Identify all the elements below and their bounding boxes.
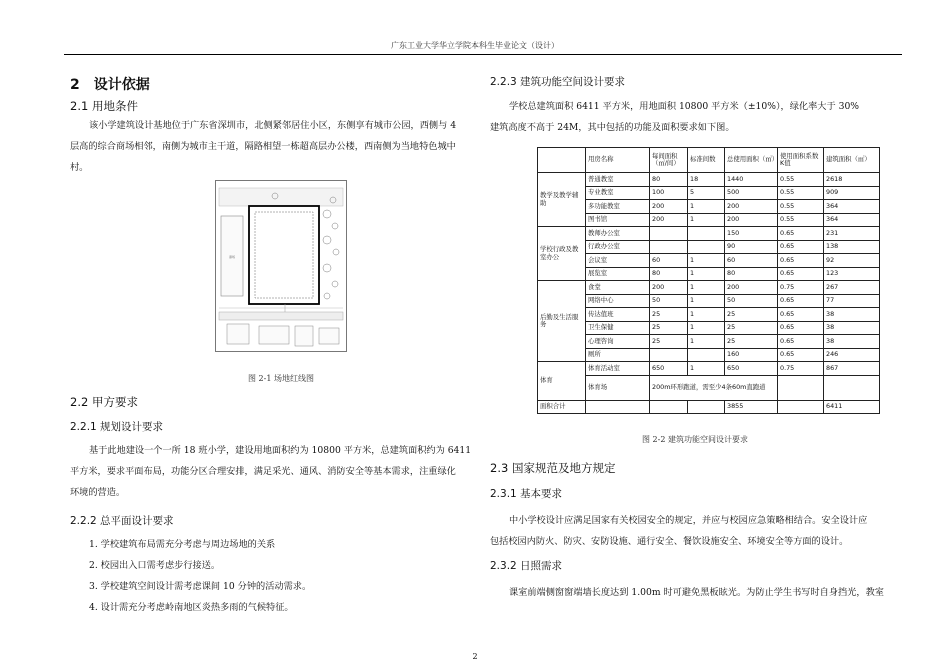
table-cell [778,375,824,400]
table-cell: 0.65 [778,227,824,241]
table-cell: 650 [650,362,688,376]
table-cell: 200 [650,213,688,227]
table-cell: 267 [824,281,880,295]
section-2-2-2-title: 2.2.2 总平面设计要求 [70,515,174,527]
table-cell: 1 [688,308,725,322]
table-header: 标准间数 [688,148,725,173]
table-cell: 1 [688,281,725,295]
table-cell: 会议室 [586,254,650,268]
table-header: 总使用面积（㎡） [725,148,778,173]
section-2-1-title: 2.1 用地条件 [70,99,138,113]
table-cell: 网络中心 [586,294,650,308]
table-cell: 0.65 [778,294,824,308]
table-cell: 0.75 [778,362,824,376]
table-row [538,321,880,335]
table-cell: 教师办公室 [586,227,650,241]
section-2-2-1-line1: 基于此地建设一个一所 18 班小学，建设用地面积约为 10800 平方米，总建筑面积约为 6411 [89,445,472,456]
table-cell: 0.55 [778,213,824,227]
table-cell: 传达值班 [586,308,650,322]
table-cell: 0.65 [778,335,824,349]
section-2-3-1-line1: 中小学校设计应满足国家有关校园安全的规定，并应与校园应急策略相结合。安全设计应 [509,515,868,526]
table-cell: 231 [824,227,880,241]
table-cell: 1 [688,254,725,268]
table-row [538,213,880,227]
table-cell: 图书馆 [586,213,650,227]
table-header: 使用面积系数K值 [778,148,824,173]
section-2-2-title: 2.2 甲方要求 [70,395,138,409]
table-cell: 100 [650,186,688,200]
section-2-1-line2: 层高的综合商场相邻，南侧为城市主干道，隔路相望一栋超高层办公楼，西南侧为当地特色城中 [70,141,456,152]
section-2-2-1-line3: 环境的营造。 [70,487,126,498]
table-cell: 50 [725,294,778,308]
table-cell: 1 [688,200,725,214]
list-item: 4. 设计需充分考虑岭南地区炎热多雨的气候特征。 [89,602,294,613]
section-2-3-1-line2: 包括校园内防火、防灾、安防设施、通行安全、餐饮设施安全、环境安全等方面的设计。 [490,536,849,547]
table-row [538,400,880,414]
table-cell: 25 [725,335,778,349]
table-cell: 卫生保健 [586,321,650,335]
table-cell: 200 [650,281,688,295]
group-label: 后勤及生活服务 [538,281,586,362]
table-cell: 160 [725,348,778,362]
table-cell [650,240,688,254]
table-cell [688,240,725,254]
section-2-1-line1: 该小学建筑设计基地位于广东省深圳市，北侧紧邻居住小区，东侧享有城市公园，西侧与 4 [89,120,457,131]
list-item: 2. 校园出入口需考虑步行接送。 [89,560,221,571]
section-2-2-3-line2: 建筑高度不高于 24M，其中包括的功能及面积要求如下图。 [490,122,735,133]
table-cell: 500 [725,186,778,200]
table-cell: 60 [725,254,778,268]
table-row [538,267,880,281]
table-row [538,240,880,254]
table-cell: 50 [650,294,688,308]
table-cell: 909 [824,186,880,200]
table-cell: 25 [725,308,778,322]
table-cell: 普通教室 [586,173,650,187]
table-cell: 体育活动室 [586,362,650,376]
table-row [538,227,880,241]
section-2-3-2-title: 2.3.2 日照需求 [490,560,563,572]
section-2-2-3-title: 2.2.3 建筑功能空间设计要求 [490,76,626,88]
table-header: 建筑面积（㎡） [824,148,880,173]
table-cell: 364 [824,213,880,227]
table-cell [688,348,725,362]
table-cell: 80 [725,267,778,281]
table-cell: 2618 [824,173,880,187]
table-cell: 80 [650,267,688,281]
group-label: 学校行政及教室办公 [538,227,586,281]
table-cell: 0.75 [778,281,824,295]
table-header: 用房名称 [586,148,650,173]
table-cell: 展览室 [586,267,650,281]
table-row [538,173,880,187]
table-cell: 0.65 [778,308,824,322]
list-item: 3. 学校建筑空间设计需考虑课间 10 分钟的活动需求。 [89,581,312,592]
table-cell: 体育场 [586,375,650,400]
table-cell: 60 [650,254,688,268]
table-cell: 食堂 [586,281,650,295]
table-row [538,375,880,400]
table-cell: 1 [688,321,725,335]
table-row [538,186,880,200]
section-2-3-title: 2.3 国家规范及地方规定 [490,461,616,475]
table-cell [650,227,688,241]
table-cell [650,400,688,414]
table-cell: 25 [650,335,688,349]
table-cell: 行政办公室 [586,240,650,254]
table-cell: 专业教室 [586,186,650,200]
site-plan-figure [215,180,347,352]
table-cell: 150 [725,227,778,241]
section-2-2-1-line2: 平方米，要求平面布局，功能分区合理安排，满足采光、通风、消防安全等基本需求，注重绿化 [70,466,456,477]
table-row [538,335,880,349]
table-cell [586,400,650,414]
figure-2-2-caption: 图 2-2 建筑功能空间设计要求 [642,435,748,444]
table-cell: 200m环形跑道，需至少4条60m直跑道 [650,375,778,400]
table-cell: 厕所 [586,348,650,362]
table-row [538,281,880,295]
table-cell [824,375,880,400]
table-cell: 6411 [824,400,880,414]
section-2-1-line3: 村。 [70,162,89,173]
table-cell: 246 [824,348,880,362]
table-row [538,348,880,362]
table-cell: 38 [824,335,880,349]
table-cell [650,348,688,362]
svg-text:商场: 商场 [228,255,236,259]
table-header [538,148,586,173]
table-cell: 80 [650,173,688,187]
table-cell: 0.55 [778,173,824,187]
table-cell: 38 [824,308,880,322]
table-row [538,308,880,322]
table-cell: 138 [824,240,880,254]
table-cell: 1 [688,294,725,308]
table-cell: 0.65 [778,321,824,335]
list-item: 1. 学校建筑布局需充分考虑与周边场地的关系 [89,539,276,550]
running-header: 广东工业大学华立学院本科生毕业论文（设计） [391,41,559,50]
table-row [538,294,880,308]
table-cell: 25 [725,321,778,335]
table-cell: 1 [688,213,725,227]
table-cell: 5 [688,186,725,200]
table-cell: 90 [725,240,778,254]
table-cell: 200 [725,213,778,227]
table-cell: 心理咨询 [586,335,650,349]
table-row [538,200,880,214]
table-cell: 面积合计 [538,400,586,414]
table-cell: 0.65 [778,267,824,281]
table-cell: 1 [688,362,725,376]
table-cell: 0.65 [778,348,824,362]
figure-2-1-caption: 图 2-1 场地红线图 [248,374,314,383]
table-cell [688,400,725,414]
table-cell: 867 [824,362,880,376]
table-cell: 0.55 [778,200,824,214]
header-rule [64,54,902,55]
page-number: 2 [472,652,478,661]
section-2-2-3-line1: 学校总建筑面积 6411 平方米，用地面积 10800 平方米（±10%），绿化率大于 30% [509,101,860,112]
table-cell: 25 [650,308,688,322]
section-2-3-1-title: 2.3.1 基本要求 [490,488,563,500]
table-cell: 多功能教室 [586,200,650,214]
table-header: 每间面积（㎡/间） [650,148,688,173]
table-cell: 123 [824,267,880,281]
section-2-2-1-title: 2.2.1 规划设计要求 [70,421,164,433]
table-cell [688,227,725,241]
table-cell: 3855 [725,400,778,414]
table-cell [778,400,824,414]
group-label: 体育 [538,362,586,401]
table-cell: 200 [725,200,778,214]
table-cell: 38 [824,321,880,335]
table-cell: 1 [688,267,725,281]
group-label: 教学及教学辅助 [538,173,586,227]
table-cell: 92 [824,254,880,268]
table-cell: 0.55 [778,186,824,200]
requirements-table [537,147,880,414]
table-cell: 650 [725,362,778,376]
table-cell: 200 [725,281,778,295]
table-row [538,362,880,376]
table-cell: 0.65 [778,254,824,268]
table-cell: 18 [688,173,725,187]
table-cell: 0.65 [778,240,824,254]
table-cell: 364 [824,200,880,214]
table-cell: 77 [824,294,880,308]
table-cell: 1 [688,335,725,349]
table-cell: 25 [650,321,688,335]
table-cell: 200 [650,200,688,214]
chapter-title: 2 设计依据 [70,77,150,93]
section-2-3-2-line1: 课室前端侧窗窗端墙长度达到 1.00m 时可避免黑板眩光。为防止学生书写时自身挡光，教室 [509,587,884,598]
table-cell: 1440 [725,173,778,187]
table-row [538,254,880,268]
